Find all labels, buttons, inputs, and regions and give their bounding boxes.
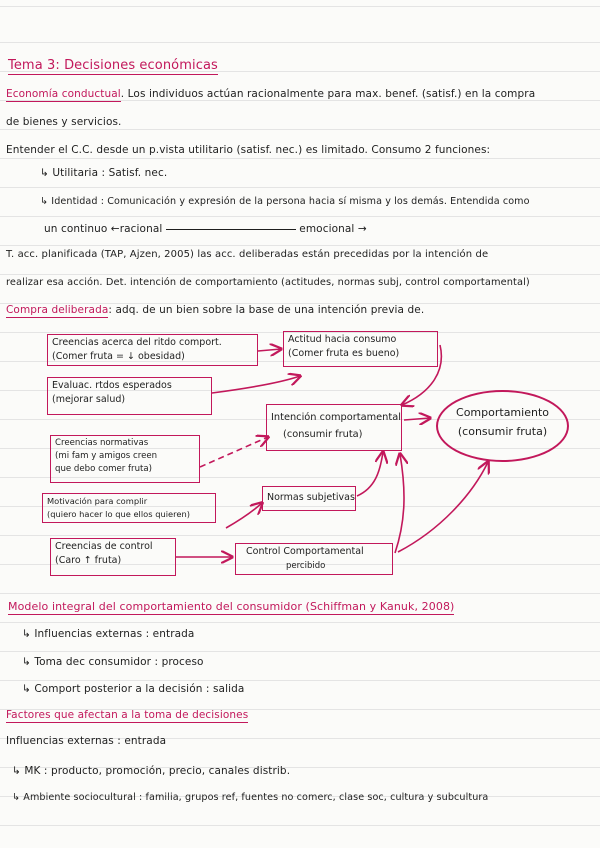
page-title: Tema 3: Decisiones económicas bbox=[8, 58, 218, 73]
box-creencias-resultado: Creencias acerca del ritdo comport. (Comer fruta = ↓ obesidad) bbox=[47, 334, 258, 366]
box-intencion-comportamental: Intención comportamental (consumir fruta) bbox=[266, 404, 402, 451]
factores-item-1: ↳ MK : producto, promoción, precio, canales distrib. bbox=[12, 765, 291, 777]
box-evaluacion-resultados: Evaluac. rtdos esperados (mejorar salud) bbox=[47, 377, 212, 415]
factores-item-2: ↳ Ambiente sociocultural : familia, grupos ref, fuentes no comerc, clase soc, cultura y subcultura bbox=[12, 792, 489, 803]
box-normas-subjetivas: Normas subjetivas bbox=[262, 486, 356, 511]
box-motivacion-cumplir: Motivación para complir (quiero hacer lo que ellos quieren) bbox=[42, 493, 216, 523]
box-control-comportamental: Control Comportamental percibido bbox=[235, 543, 393, 575]
tap-line1: T. acc. planificada (TAP, Ajzen, 2005) las acc. deliberadas están precedidas por la intención de bbox=[6, 249, 489, 260]
compra-deliberada-line: Compra deliberada: adq. de un bien sobre la base de una intención previa de. bbox=[6, 304, 425, 316]
compra-deliberada-heading: Compra deliberada bbox=[6, 304, 109, 316]
ellipse-comportamiento: Comportamiento (consumir fruta) bbox=[436, 390, 569, 462]
consumo-intro: Entender el C.C. desde un p.vista utilitario (satisf. nec.) es limitado. Consumo 2 funciones: bbox=[6, 144, 491, 156]
box-creencias-control: Creencias de control (Caro ↑ fruta) bbox=[50, 538, 176, 576]
factores-heading: Factores que afectan a la toma de decisiones bbox=[6, 709, 249, 721]
factores-sub: Influencias externas : entrada bbox=[6, 735, 167, 747]
box-creencias-normativas: Creencias normativas (mi fam y amigos creen que debo comer fruta) bbox=[50, 435, 200, 483]
consumo-utilitaria: ↳ Utilitaria : Satisf. nec. bbox=[40, 167, 168, 179]
modelo-item-1: ↳ Influencias externas : entrada bbox=[22, 628, 195, 640]
tap-line2: realizar esa acción. Det. intención de comportamiento (actitudes, normas subj, control comportamental) bbox=[6, 277, 530, 288]
economia-conductual-heading: Economía conductual bbox=[6, 88, 121, 100]
consumo-identidad: ↳ Identidad : Comunicación y expresión de la persona hacia sí misma y los demás. Entendida como bbox=[40, 196, 530, 207]
economia-conductual-line2: de bienes y servicios. bbox=[6, 116, 122, 128]
economia-conductual-line: Economía conductual. Los individuos actúan racionalmente para max. benef. (satisf.) en la compra bbox=[6, 88, 536, 100]
consumo-continuo: un continuo ←racional emocional → bbox=[44, 223, 367, 235]
modelo-item-2: ↳ Toma dec consumidor : proceso bbox=[22, 656, 204, 668]
box-actitud-consumo: Actitud hacia consumo (Comer fruta es bueno) bbox=[283, 331, 438, 367]
modelo-integral-heading: Modelo integral del comportamiento del consumidor (Schiffman y Kanuk, 2008) bbox=[8, 600, 455, 613]
modelo-item-3: ↳ Comport posterior a la decisión : salida bbox=[22, 683, 245, 695]
